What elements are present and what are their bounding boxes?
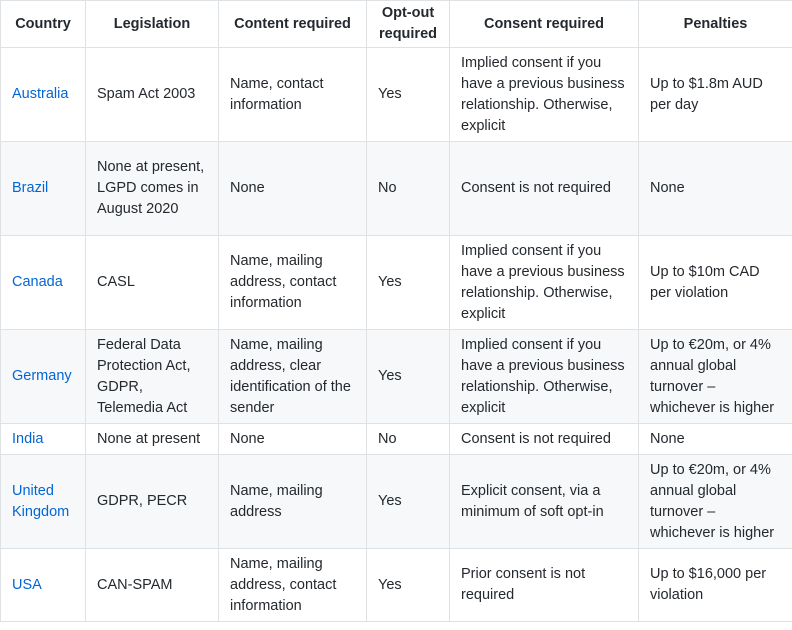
table-row [1, 236, 792, 330]
legislation-cell: CAN-SPAM [86, 549, 219, 622]
penalties-cell: None [639, 142, 792, 236]
header-country: Country [1, 1, 86, 48]
legislation-cell: None at present, LGPD comes in August 2020 [86, 142, 219, 236]
optout-cell: Yes [367, 236, 450, 330]
country-cell [1, 424, 86, 455]
consent-cell: Implied consent if you have a previous business relationship. Otherwise, explicit [450, 330, 639, 424]
content-cell: None [219, 142, 367, 236]
legislation-cell: GDPR, PECR [86, 455, 219, 549]
country-cell [1, 236, 86, 330]
country-cell [1, 142, 86, 236]
optout-cell: Yes [367, 330, 450, 424]
legislation-cell: CASL [86, 236, 219, 330]
table-row [1, 48, 792, 142]
content-cell: Name, mailing address, contact information [219, 236, 367, 330]
header-penalties: Penalties [639, 1, 792, 48]
penalties-cell: None [639, 424, 792, 455]
consent-cell: Prior consent is not required [450, 549, 639, 622]
consent-cell: Explicit consent, via a minimum of soft opt-in [450, 455, 639, 549]
consent-cell: Implied consent if you have a previous business relationship. Otherwise, explicit [450, 236, 639, 330]
penalties-cell: Up to €20m, or 4% annual global turnover – whichever is higher [639, 455, 792, 549]
country-cell [1, 48, 86, 142]
legislation-cell: None at present [86, 424, 219, 455]
table-row [1, 142, 792, 236]
penalties-cell: Up to $10m CAD per violation [639, 236, 792, 330]
table-row [1, 330, 792, 424]
content-cell: Name, mailing address, clear identification of the sender [219, 330, 367, 424]
optout-cell: Yes [367, 455, 450, 549]
country-link[interactable]: USA [12, 576, 42, 593]
content-cell: Name, mailing address [219, 455, 367, 549]
content-cell: None [219, 424, 367, 455]
consent-cell: Consent is not required [450, 424, 639, 455]
header-opt-out-required: Opt-out required [367, 1, 450, 48]
country-link[interactable]: Germany [12, 368, 72, 384]
table-row [1, 455, 792, 549]
header-legislation: Legislation [86, 1, 219, 48]
content-cell: Name, mailing address, contact information [219, 549, 367, 622]
country-link[interactable]: United Kingdom [12, 482, 70, 520]
header-consent-required: Consent required [450, 1, 639, 48]
country-link[interactable]: Brazil [12, 180, 49, 196]
penalties-cell: Up to $16,000 per violation [639, 549, 792, 622]
optout-cell: Yes [367, 549, 450, 622]
consent-cell: Consent is not required [450, 142, 639, 236]
optout-cell: No [367, 142, 450, 236]
optout-cell: Yes [367, 48, 450, 142]
content-cell: Name, contact information [219, 48, 367, 142]
country-cell [1, 330, 86, 424]
legislation-cell: Federal Data Protection Act, GDPR, Telemedia Act [86, 330, 219, 424]
table-row [1, 424, 792, 455]
country-link[interactable]: Canada [12, 274, 63, 290]
header-row [1, 1, 792, 48]
penalties-cell: Up to €20m, or 4% annual global turnover – whichever is higher [639, 330, 792, 424]
legislation-cell: Spam Act 2003 [86, 48, 219, 142]
country-cell [1, 455, 86, 549]
country-cell [1, 549, 86, 622]
penalties-cell: Up to $1.8m AUD per day [639, 48, 792, 142]
country-link[interactable]: India [12, 430, 44, 447]
country-link[interactable]: Australia [12, 86, 69, 102]
header-content-required: Content required [219, 1, 367, 48]
optout-cell: No [367, 424, 450, 455]
consent-cell: Implied consent if you have a previous business relationship. Otherwise, explicit [450, 48, 639, 142]
table-row [1, 549, 792, 622]
